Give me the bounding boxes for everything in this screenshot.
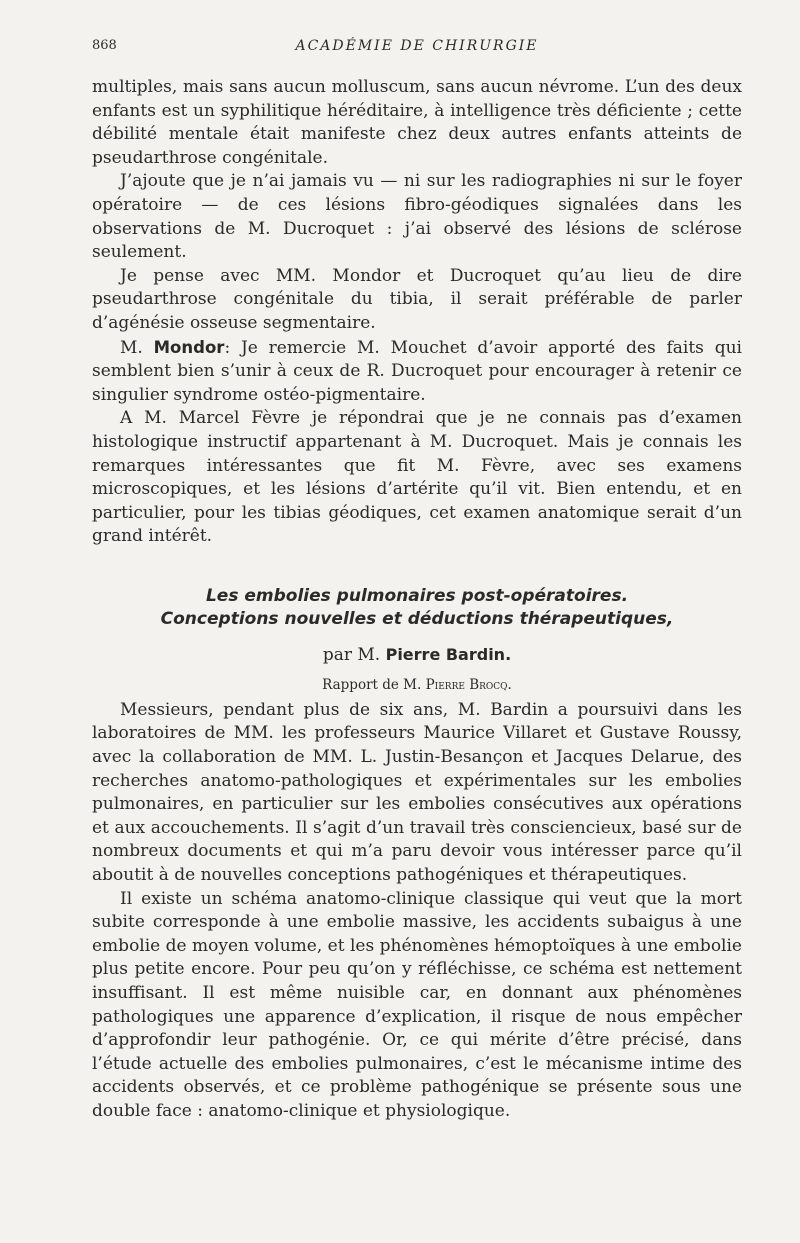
article-title (92, 585, 742, 631)
page (92, 36, 742, 1124)
page-header (92, 36, 742, 66)
article-title-line-1: Les embolies pulmonaires post-opératoires. (205, 585, 629, 606)
rapport-prefix: Rapport de M. (322, 676, 422, 693)
rapport-line (92, 677, 742, 693)
byline-prefix: par M. (322, 644, 381, 665)
article-body (92, 699, 742, 1124)
byline (92, 645, 742, 665)
paragraph: Je pense avec MM. Mondor et Ducroquet qu’au lieu de dire pseudarthrose congénitale du tibia, il serait préférable de parler d’agénésie osseuse segmentaire. (92, 265, 742, 333)
paragraph: A M. Marcel Fèvre je répondrai que je ne connais pas d’examen histologique instructif appartenant à M. Ducroquet. Mais je connais les remarques intéressantes que fit M. Fèvre, avec ses examens microscopiques, et les lésions d’artérite qu’il vit. Bien entendu, et en particulier, pour les tibias géodiques, cet examen anatomique serait d’un grand intérêt. (92, 408, 742, 547)
article-title-line-2: Conceptions nouvelles et déductions thérapeutiques, (160, 608, 674, 629)
paragraph: Il existe un schéma anatomo-clinique classique qui veut que la mort subite corresponde à une embolie massive, les accidents subaigus à une embolie de moyen volume, et les phénomènes hémoptoïques à une embolie plus petite encore. Pour peu qu’on y réfléchisse, ce schéma est nettement insuffisant. Il est même nuisible car, en donnant aux phénomènes pathologiques une apparence d’explication, il risque de nous empêcher d’approfondir leur pathogénie. Or, ce qui mérite d’être précisé, dans l’étude actuelle des embolies pulmonaires, c’est le mécanisme intime des accidents observés, et ce problème pathogénique se présente sous une double face : anatomo-clinique et physiologique. (92, 888, 742, 1121)
paragraph: J’ajoute que je n’ai jamais vu — ni sur les radiographies ni sur le foyer opératoire — de ces lésions fibro-géodiques signalées dans les observations de M. Ducroquet : j’ai observé des lésions de sclérose seulement. (92, 171, 742, 263)
page-number: 868 (92, 38, 117, 53)
paragraph: Messieurs, pendant plus de six ans, M. Bardin a poursuivi dans les laboratoires de MM. les professeurs Maurice Villaret et Gustave Roussy, avec la collaboration de MM. L. Justin-Besançon et Jacques Delarue, des recherches anatomo-pathologiques et expérimentales sur les embolies pulmonaires, en particulier sur les embolies consécutives aux opérations et aux accouchements. Il s’agit d’un travail très consciencieux, basé sur de nombreux documents et qui m’a paru devoir vous intéresser parce qu’il aboutit à de nouvelles conceptions pathogéniques et thérapeutiques. (92, 699, 742, 886)
author-name: Pierre Bardin. (385, 644, 512, 664)
speaker-text: : Je remercie M. Mouchet d’avoir apporté des faits qui semblent bien s’unir à ceux de R. Ducroquet pour encourager à retenir ce singulier syndrome ostéo-pigmentaire. (92, 337, 742, 405)
speaker-name: Mondor (153, 337, 225, 357)
rapport-name: Pierre Brocq. (425, 676, 512, 693)
running-title: ACADÉMIE DE CHIRURGIE (295, 38, 539, 54)
discussion-section (92, 76, 742, 549)
paragraph: multiples, mais sans aucun molluscum, sans aucun névrome. L’un des deux enfants est un syphilitique héréditaire, à intelligence très déficiente ; cette débilité mentale était manifeste chez deux autres enfants atteints de pseudarthrose congénitale. (92, 77, 742, 168)
speaker-paragraph (92, 336, 742, 408)
speaker-prefix: M. (120, 337, 143, 358)
